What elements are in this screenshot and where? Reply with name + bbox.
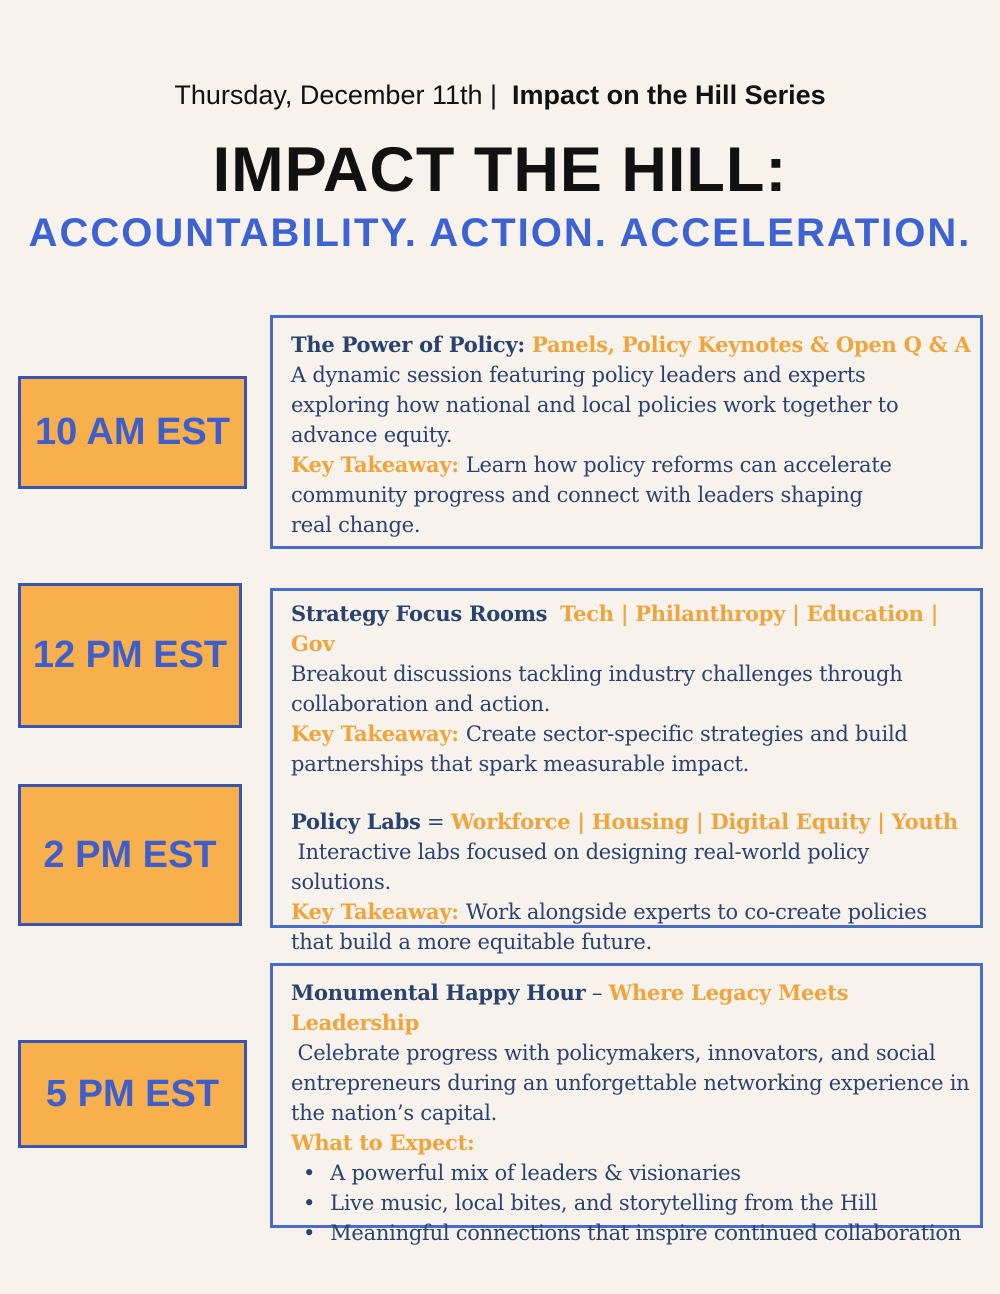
text-segment: community progress and connect with leaders shaping [291,483,863,507]
session-box-power-of-policy [270,315,983,549]
header-line [0,80,1000,111]
text-line [291,450,978,480]
bullet-icon: • [303,1161,316,1185]
text-segment: collaboration and action. [291,692,551,716]
text-line [291,1158,978,1188]
text-segment: Key Takeaway: [291,721,466,746]
text-segment: – [585,981,609,1005]
text-segment: Key Takeaway: [291,899,466,924]
text-line [291,360,978,390]
text-segment: entrepreneurs during an unforgettable networking experience in [291,1071,970,1095]
text-segment: partnerships that spark measurable impact. [291,752,750,776]
text-segment: Live music, local bites, and storytelling from the Hill [330,1191,878,1215]
text-line [291,897,978,927]
text-segment: Policy Labs [291,809,421,834]
text-segment: Create sector-specific strategies and build [465,722,908,746]
text-segment: Work alongside experts to co-create policies [465,900,927,924]
text-line [291,749,978,779]
text-segment: real change. [291,513,421,537]
text-line [291,978,978,1038]
text-line [291,837,978,867]
text-line [291,510,978,540]
text-segment: Strategy Focus Rooms [291,601,548,626]
text-segment: Meaningful connections that inspire continued collaboration [330,1221,962,1245]
time-badge-10am: 10 AM EST [18,376,247,489]
event-subtitle: ACCOUNTABILITY. ACTION. ACCELERATION. [28,211,972,255]
text-segment: Celebrate progress with policymakers, innovators, and social [291,1041,936,1065]
text-segment: A dynamic session featuring policy leaders and experts [291,363,866,387]
session-box-focus-rooms-and-policy-labs [270,588,983,954]
text-segment: that build a more equitable future. [291,930,652,954]
text-line [291,1038,978,1068]
text-line [291,807,978,837]
text-segment: What to Expect: [291,1130,475,1155]
time-badge-12pm: 12 PM EST [18,583,242,728]
text-segment: Interactive labs focused on designing real-world policy [291,840,869,864]
header-separator: | [490,80,513,110]
text-segment: = [420,810,451,834]
text-segment: Where Legacy Meets Leadership [291,980,856,1035]
text-segment: solutions. [291,870,391,894]
text-line [291,1218,978,1248]
text-segment: Learn how policy reforms can accelerate [465,453,892,477]
text-line [291,1188,978,1218]
text-line [291,689,978,719]
text-segment: Monumental Happy Hour [291,980,586,1005]
text-line [291,1098,978,1128]
text-line [291,330,978,360]
text-segment: exploring how national and local policies work together to [291,393,899,417]
time-badge-2pm: 2 PM EST [18,784,242,926]
text-line [291,927,978,957]
text-segment: Breakout discussions tackling industry challenges through [291,662,903,686]
text-segment: the nation’s capital. [291,1101,498,1125]
event-title: IMPACT THE HILL: [212,135,788,205]
text-line [291,867,978,897]
bullet-icon: • [303,1191,316,1215]
text-segment: Workforce | Housing | Digital Equity | Youth [450,809,958,834]
text-segment: The Power of Policy: [291,332,532,357]
text-segment: A powerful mix of leaders & visionaries [330,1161,741,1185]
event-date: Thursday, December 11th [174,80,491,110]
text-segment: Panels, Policy Keynotes & Open Q & A [531,332,971,357]
bullet-icon: • [303,1221,316,1245]
text-line [291,390,978,420]
series-name: Impact on the Hill Series [512,80,826,110]
text-segment [547,602,560,626]
text-line [291,719,978,749]
text-line [291,1128,978,1158]
text-segment: advance equity. [291,423,453,447]
text-segment: Tech | Philanthropy | Education | Gov [291,601,946,656]
session-box-happy-hour [270,963,983,1245]
text-segment: Key Takeaway: [291,452,466,477]
text-line [291,659,978,689]
text-line [291,599,978,659]
text-line [291,420,978,450]
text-line [291,480,978,510]
text-line [291,1068,978,1098]
time-badge-5pm: 5 PM EST [18,1040,247,1148]
